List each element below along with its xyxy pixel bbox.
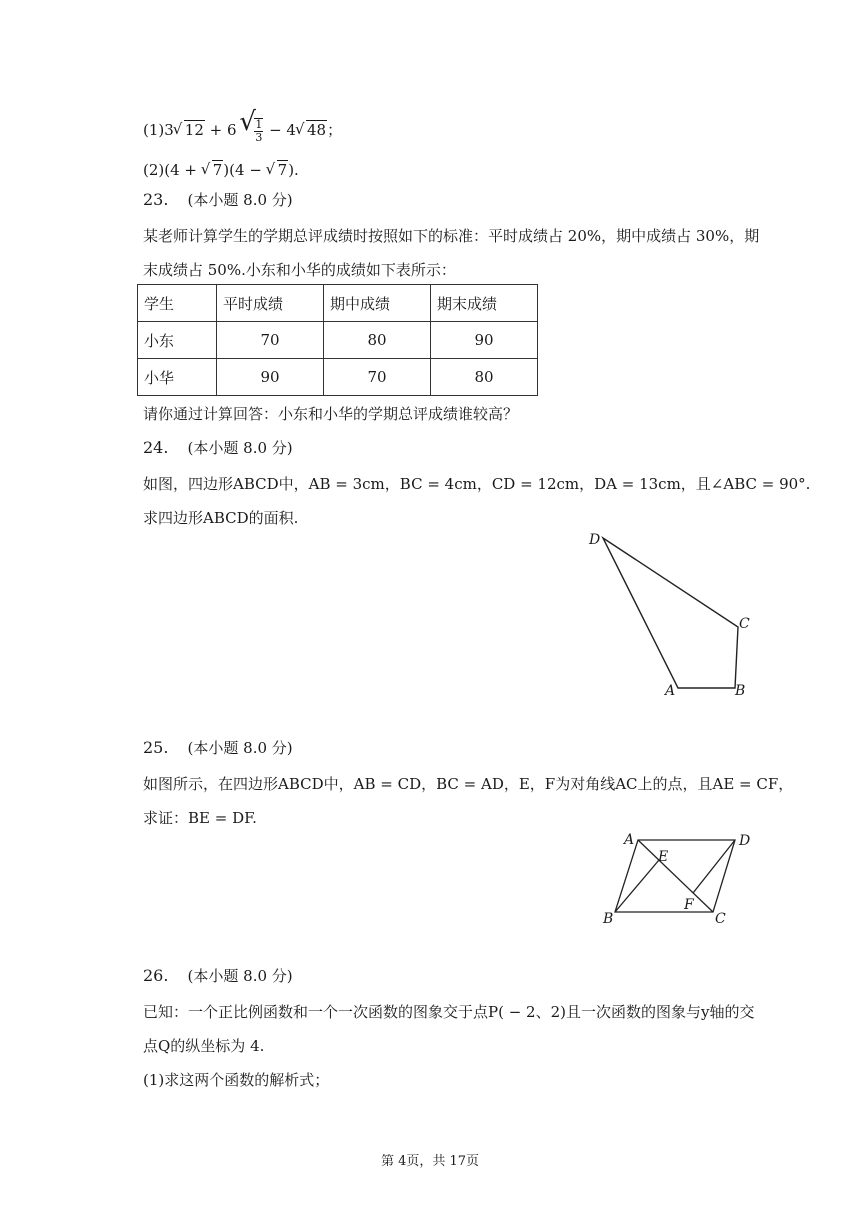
table-row [138, 359, 538, 396]
q23-header [143, 190, 293, 210]
q22-p2-end: ). [288, 161, 299, 179]
q26-text-2: 点Q的纵坐标为 4. [143, 1037, 265, 1055]
q26-header [143, 966, 293, 986]
parallelogram-figure [600, 828, 760, 928]
question-number: 25. [143, 738, 169, 757]
q24-header [143, 438, 293, 458]
q22-p2-a: (2)(4 + [143, 161, 202, 179]
table-header-row [138, 285, 538, 322]
label-b: B [603, 911, 614, 927]
q22-coef-a: 3 [164, 121, 174, 139]
table-cell: 70 [324, 359, 431, 396]
question-score: (本小题 8.0 分) [187, 191, 293, 209]
q23-text-1: 某老师计算学生的学期总评成绩时按照如下的标准：平时成绩占 20%，期中成绩占 30%，期 [143, 227, 760, 245]
q22-part2 [143, 160, 299, 180]
q26-text-1: 已知：一个正比例函数和一个一次函数的图象交于点P( − 2、2)且一次函数的图象与y轴的交 [143, 1003, 755, 1021]
label-a: A [665, 683, 676, 699]
table-cell: 80 [431, 359, 538, 396]
frac-num: √ 1 [255, 118, 263, 131]
question-score: (本小题 8.0 分) [187, 967, 293, 985]
table-cell: 90 [431, 322, 538, 359]
table-cell: 80 [324, 322, 431, 359]
q22-part1-label: (1) [143, 121, 165, 139]
table-cell: 90 [217, 359, 324, 396]
diagonal-ac [638, 840, 713, 912]
label-c: C [739, 616, 750, 632]
label-a: A [624, 832, 635, 848]
table-header-cell: 学生 [138, 285, 217, 322]
q22-plus: + 6 [204, 121, 237, 139]
frac-den: 3 [255, 131, 263, 144]
q24-text-2: 求四边形ABCD的面积. [143, 509, 299, 527]
sqrt-fraction [241, 118, 264, 144]
q25-header [143, 738, 293, 758]
table-header-cell: 平时成绩 [217, 285, 324, 322]
label-c: C [715, 911, 726, 927]
score-table [137, 284, 538, 396]
quadrilateral-abcd-figure [585, 528, 755, 703]
table-cell: 70 [217, 322, 324, 359]
table-cell: 小华 [138, 359, 217, 396]
label-f: F [684, 897, 694, 913]
q22-part1 [143, 118, 342, 144]
label-d: D [739, 833, 751, 849]
q26-part-1: (1)求这两个函数的解析式； [143, 1071, 330, 1089]
question-number: 24. [143, 438, 169, 457]
sqrt-12: √ 12 [174, 120, 205, 140]
q23-text-2: 末成绩占 50%.小东和小华的成绩如下表所示： [143, 261, 456, 279]
q23-question: 请你通过计算回答：小东和小华的学期总评成绩谁较高？ [143, 405, 519, 423]
q24-text-1: 如图，四边形ABCD中，AB = 3cm，BC = 4cm，CD = 12cm，DA = 13cm，且∠ABC = 90°. [143, 475, 811, 493]
q22-minus: − 4 [264, 121, 296, 139]
label-b: B [735, 683, 746, 699]
sqrt-7-b: √ 7 [267, 160, 289, 180]
table-row [138, 322, 538, 359]
sqrt-7-a: √ 7 [202, 160, 224, 180]
segment-be [615, 860, 659, 912]
page-footer: 第 4页，共 17页 [380, 1154, 480, 1169]
quadrilateral-outline [603, 538, 738, 688]
label-d: D [589, 532, 601, 548]
segment-df [693, 840, 735, 893]
q22-p2-mid: )(4 − [223, 161, 267, 179]
q22-end: ； [327, 121, 343, 139]
q25-text-1: 如图所示，在四边形ABCD中，AB = CD，BC = AD，E，F为对角线AC上的点，且AE = CF， [143, 775, 794, 793]
question-score: (本小题 8.0 分) [187, 439, 293, 457]
table-cell: 小东 [138, 322, 217, 359]
question-score: (本小题 8.0 分) [187, 739, 293, 757]
question-number: 26. [143, 966, 169, 985]
question-number: 23. [143, 190, 169, 209]
sqrt-48: √ 48 [296, 120, 327, 140]
q25-text-2: 求证：BE = DF. [143, 809, 257, 827]
table-header-cell: 期末成绩 [431, 285, 538, 322]
label-e: E [658, 849, 669, 865]
table-header-cell: 期中成绩 [324, 285, 431, 322]
